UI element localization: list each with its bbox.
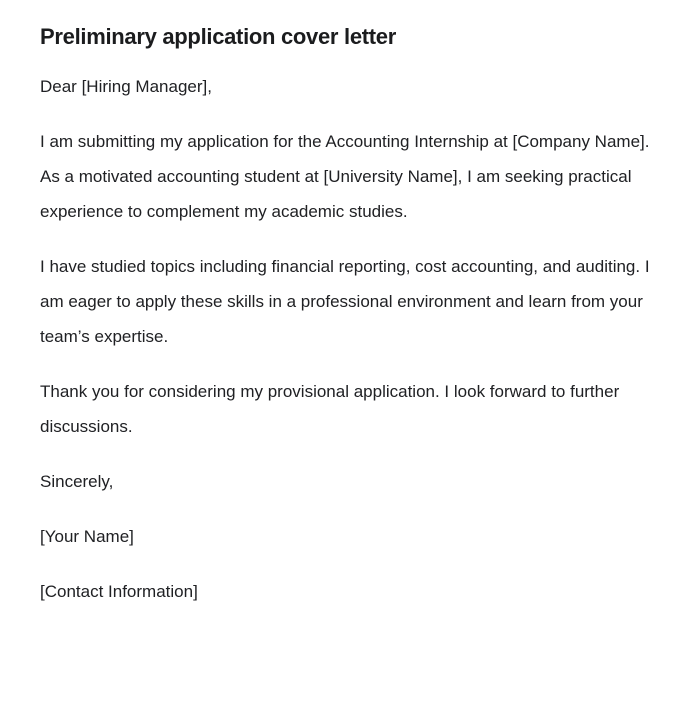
document-title: Preliminary application cover letter <box>40 24 397 49</box>
body-paragraph-1: I am submitting my application for the Accounting Internship at [Company Name]. As a motivated accounting student at [University Name], I am seeking practical experience to complement my academic studies. <box>40 132 650 221</box>
closing-line: Sincerely, <box>40 472 114 491</box>
signature-name-placeholder: [Your Name] <box>40 527 134 546</box>
contact-information-placeholder: [Contact Information] <box>40 582 198 601</box>
body-paragraph-2: I have studied topics including financial reporting, cost accounting, and auditing. I am eager to apply these skills in a professional environment and learn from your team’s expertise. <box>40 257 650 346</box>
body-paragraph-3: Thank you for considering my provisional application. I look forward to further discussions. <box>40 382 620 436</box>
salutation-line: Dear [Hiring Manager], <box>40 77 212 96</box>
